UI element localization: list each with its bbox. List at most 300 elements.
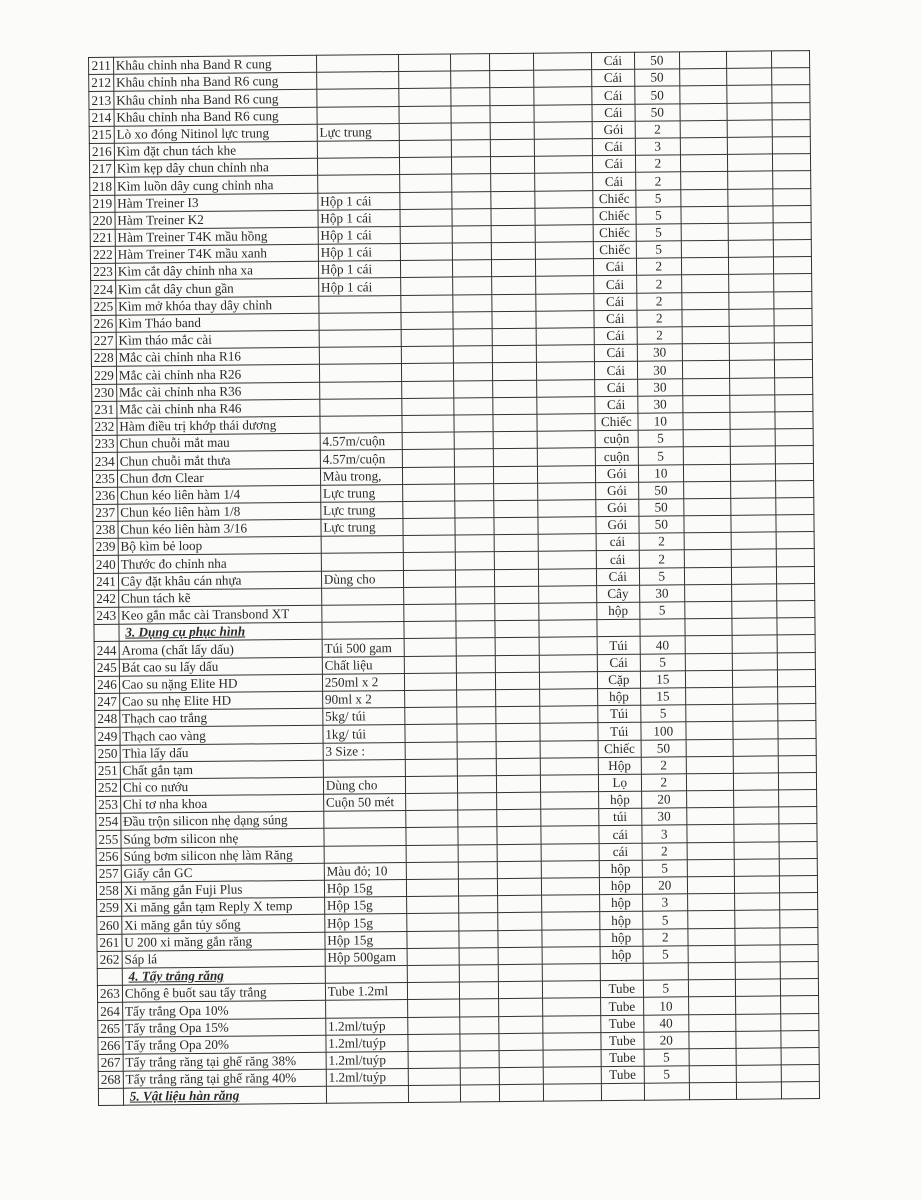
item-spec <box>319 295 401 313</box>
blank-cell <box>454 397 493 415</box>
blank-cell <box>492 363 536 381</box>
item-name: Hàm Treiner T4K mầu xanh <box>115 244 318 263</box>
blank-cell <box>680 172 727 190</box>
item-number: 262 <box>97 951 122 968</box>
blank-cell <box>736 1031 781 1049</box>
blank-cell <box>687 894 734 912</box>
item-unit: Túi <box>598 705 641 723</box>
item-number: 233 <box>92 435 117 452</box>
item-number: 261 <box>97 934 122 951</box>
blank-cell <box>458 810 497 828</box>
blank-cell <box>777 635 815 653</box>
item-name: Kìm mở khóa thay dây chỉnh <box>116 296 319 315</box>
blank-cell <box>541 843 599 861</box>
blank-cell <box>683 481 730 499</box>
item-quantity: 5 <box>639 567 684 585</box>
blank-cell <box>494 552 538 570</box>
blank-cell <box>536 362 594 380</box>
item-number: 215 <box>89 126 114 143</box>
item-unit <box>601 1083 644 1101</box>
blank-cell <box>492 345 536 363</box>
blank-cell <box>497 844 541 862</box>
blank-cell <box>538 585 596 603</box>
item-number: 227 <box>91 332 116 349</box>
blank-cell <box>777 618 815 636</box>
blank-cell <box>773 222 811 240</box>
item-spec: Cuộn 50 mét <box>323 794 405 812</box>
blank-cell <box>496 741 540 759</box>
blank-cell <box>401 381 453 399</box>
blank-cell <box>496 792 540 810</box>
item-quantity: 5 <box>636 207 681 225</box>
item-name: Chun chuỗi mắt thưa <box>117 451 320 470</box>
blank-cell <box>774 291 812 309</box>
blank-cell <box>730 429 775 447</box>
blank-cell <box>403 518 455 536</box>
item-quantity: 5 <box>638 430 683 448</box>
blank-cell <box>451 157 490 175</box>
blank-cell <box>456 690 495 708</box>
item-spec: 1.2ml/tuýp <box>326 1069 408 1087</box>
blank-cell <box>734 807 779 825</box>
item-number: 217 <box>89 160 114 177</box>
blank-cell <box>682 378 729 396</box>
blank-cell <box>688 979 735 997</box>
blank-cell <box>400 260 452 278</box>
blank-cell <box>538 517 596 535</box>
item-spec <box>321 587 403 605</box>
item-number: 235 <box>92 470 117 487</box>
blank-cell <box>683 464 730 482</box>
item-spec <box>325 1000 407 1018</box>
item-unit: Cái <box>594 362 637 380</box>
item-number: 246 <box>94 676 119 693</box>
blank-cell <box>406 879 458 897</box>
item-spec: 3 Size : <box>323 742 405 760</box>
blank-cell <box>680 137 727 155</box>
blank-cell <box>455 569 494 587</box>
item-unit: Chiếc <box>593 207 636 225</box>
blank-cell <box>728 188 773 206</box>
item-spec: 4.57m/cuộn <box>320 433 402 451</box>
blank-cell <box>726 68 771 86</box>
item-quantity: 2 <box>643 928 688 946</box>
blank-cell <box>684 567 731 585</box>
blank-cell <box>539 689 597 707</box>
item-name: Kìm đặt chun tách khe <box>114 141 317 160</box>
blank-cell <box>775 394 813 412</box>
blank-cell <box>681 275 728 293</box>
blank-cell <box>406 896 458 914</box>
item-unit: Cái <box>596 568 639 586</box>
item-quantity <box>644 1083 689 1101</box>
item-quantity <box>643 963 688 981</box>
blank-cell <box>731 567 776 585</box>
item-name: Thước đo chỉnh nha <box>118 554 321 573</box>
blank-cell <box>685 619 732 637</box>
blank-cell <box>780 996 818 1014</box>
item-unit: Tube <box>601 1066 644 1084</box>
blank-cell <box>539 654 597 672</box>
blank-cell <box>688 997 735 1015</box>
blank-cell <box>451 105 490 123</box>
item-number: 260 <box>97 917 122 934</box>
item-name: Chun kéo liên hàm 1/8 <box>118 502 321 521</box>
blank-cell <box>453 329 492 347</box>
item-spec: Hộp 15g <box>324 879 406 897</box>
item-quantity: 50 <box>638 481 683 499</box>
item-number: 234 <box>92 453 117 470</box>
blank-cell <box>731 498 776 516</box>
item-quantity: 5 <box>644 1066 689 1084</box>
item-unit: Cái <box>594 379 637 397</box>
blank-cell <box>405 776 457 794</box>
item-spec <box>316 72 398 90</box>
item-name: Xi măng gắn Fuji Plus <box>121 880 324 899</box>
item-spec: 1.2ml/tuýp <box>326 1034 408 1052</box>
blank-cell <box>456 604 495 622</box>
blank-cell <box>734 859 779 877</box>
item-quantity: 20 <box>644 1031 689 1049</box>
item-number: 247 <box>95 693 120 710</box>
blank-cell <box>495 603 539 621</box>
blank-cell <box>404 638 456 656</box>
item-quantity: 2 <box>637 310 682 328</box>
item-number: 231 <box>92 401 117 418</box>
blank-cell <box>541 826 599 844</box>
item-quantity: 5 <box>636 241 681 259</box>
blank-cell <box>535 225 593 243</box>
item-spec: Chất liệu <box>322 656 404 674</box>
blank-cell <box>542 946 600 964</box>
item-name: Chun kéo liên hàm 3/16 <box>118 519 321 538</box>
blank-cell <box>400 243 452 261</box>
blank-cell <box>457 793 496 811</box>
blank-cell <box>735 979 780 997</box>
blank-cell <box>408 1068 460 1086</box>
item-quantity: 2 <box>642 842 687 860</box>
item-spec <box>319 312 401 330</box>
blank-cell <box>406 810 458 828</box>
blank-cell <box>453 380 492 398</box>
blank-cell <box>398 71 450 89</box>
item-unit: Cái <box>594 310 637 328</box>
blank-cell <box>451 88 490 106</box>
item-quantity: 2 <box>639 533 684 551</box>
blank-cell <box>775 429 813 447</box>
item-number: 268 <box>98 1071 123 1088</box>
item-number <box>94 624 119 641</box>
blank-cell <box>731 515 776 533</box>
blank-cell <box>534 104 592 122</box>
blank-cell <box>399 106 451 124</box>
blank-cell <box>534 156 592 174</box>
blank-cell <box>403 587 455 605</box>
item-name: Kìm luồn dây cung chỉnh nha <box>114 176 317 195</box>
blank-cell <box>399 88 451 106</box>
blank-cell <box>457 775 496 793</box>
blank-cell <box>732 618 777 636</box>
section-title: 5. Vật liệu hàn răng <box>123 1087 326 1106</box>
item-name: Súng bơm silicon nhẹ <box>121 829 324 848</box>
item-unit: Tube <box>601 1015 644 1033</box>
blank-cell <box>735 927 780 945</box>
item-name: Súng bơm silicon nhẹ làm Răng <box>121 846 324 865</box>
item-number: 245 <box>94 659 119 676</box>
blank-cell <box>405 707 457 725</box>
item-number: 221 <box>90 229 115 246</box>
blank-cell <box>684 533 731 551</box>
item-unit: Tube <box>601 1049 644 1067</box>
blank-cell <box>773 257 811 275</box>
blank-cell <box>774 308 812 326</box>
item-name: Sáp lá <box>122 949 325 968</box>
blank-cell <box>399 174 451 192</box>
item-name: Cao su nặng Elite HD <box>119 674 322 693</box>
item-spec <box>322 622 404 640</box>
blank-cell <box>404 673 456 691</box>
blank-cell <box>684 550 731 568</box>
item-name: Khâu chỉnh nha Band R cung <box>113 55 316 74</box>
blank-cell <box>496 758 540 776</box>
blank-cell <box>688 928 735 946</box>
item-spec: 1.2ml/tuýp <box>326 1017 408 1035</box>
item-spec: Hộp 1 cái <box>318 209 400 227</box>
item-spec: Hộp 15g <box>325 914 407 932</box>
item-name: Hàm điều trị khớp thái dương <box>117 416 320 435</box>
blank-cell <box>772 85 810 103</box>
blank-cell <box>540 740 598 758</box>
blank-cell <box>453 311 492 329</box>
item-unit: Cái <box>592 87 635 105</box>
blank-cell <box>536 345 594 363</box>
blank-cell <box>407 999 459 1017</box>
blank-cell <box>499 1016 543 1034</box>
blank-cell <box>456 638 495 656</box>
item-quantity: 50 <box>635 103 680 121</box>
item-name: Hàm Treiner I3 <box>115 193 318 212</box>
item-number: 252 <box>95 779 120 796</box>
blank-cell <box>495 638 539 656</box>
blank-cell <box>779 824 817 842</box>
item-unit: Gói <box>596 499 639 517</box>
item-number: 223 <box>90 263 115 280</box>
blank-cell <box>776 497 814 515</box>
blank-cell <box>537 396 595 414</box>
item-number: 218 <box>90 178 115 195</box>
blank-cell <box>494 534 538 552</box>
item-quantity: 30 <box>639 585 684 603</box>
blank-cell <box>732 652 777 670</box>
blank-cell <box>735 945 780 963</box>
item-number: 213 <box>89 92 114 109</box>
blank-cell <box>407 948 459 966</box>
item-name: Tẩy trắng Opa 15% <box>123 1018 326 1037</box>
item-unit: Cái <box>592 155 635 173</box>
blank-cell <box>728 240 773 258</box>
item-unit: Cái <box>593 276 636 294</box>
item-quantity <box>640 619 685 637</box>
item-spec <box>317 158 399 176</box>
blank-cell <box>452 277 491 295</box>
item-spec: Hộp 15g <box>324 897 406 915</box>
item-quantity: 40 <box>644 1014 689 1032</box>
blank-cell <box>533 53 591 71</box>
item-name: Keo gắn mắc cài Transbond XT <box>119 605 322 624</box>
item-number: 248 <box>95 710 120 727</box>
item-unit: Túi <box>597 637 640 655</box>
item-quantity: 2 <box>641 756 686 774</box>
blank-cell <box>778 790 816 808</box>
item-number: 242 <box>94 590 119 607</box>
item-name: Chống ê buốt sau tẩy trắng <box>122 983 325 1002</box>
item-number: 250 <box>95 745 120 762</box>
blank-cell <box>771 51 809 69</box>
blank-cell <box>681 223 728 241</box>
item-number: 216 <box>89 143 114 160</box>
blank-cell <box>780 979 818 997</box>
item-unit: cái <box>596 551 639 569</box>
blank-cell <box>457 741 496 759</box>
blank-cell <box>776 583 814 601</box>
blank-cell <box>459 982 498 1000</box>
item-quantity: 5 <box>643 911 688 929</box>
blank-cell <box>683 412 730 430</box>
item-spec <box>321 553 403 571</box>
blank-cell <box>777 601 815 619</box>
blank-cell <box>686 739 733 757</box>
blank-cell <box>735 996 780 1014</box>
blank-cell <box>408 1051 460 1069</box>
blank-cell <box>405 793 457 811</box>
item-number: 229 <box>91 367 116 384</box>
blank-cell <box>399 123 451 141</box>
item-unit: Cái <box>592 173 635 191</box>
item-quantity: 5 <box>642 860 687 878</box>
blank-cell <box>733 704 778 722</box>
blank-cell <box>781 1030 819 1048</box>
blank-cell <box>732 670 777 688</box>
blank-cell <box>537 448 595 466</box>
item-name: Mắc cài chỉnh nha R46 <box>117 399 320 418</box>
blank-cell <box>734 893 779 911</box>
item-spec <box>317 140 399 158</box>
blank-cell <box>731 584 776 602</box>
blank-cell <box>537 482 595 500</box>
blank-cell <box>780 927 818 945</box>
blank-cell <box>401 329 453 347</box>
blank-cell <box>776 532 814 550</box>
item-quantity: 30 <box>638 396 683 414</box>
blank-cell <box>538 551 596 569</box>
blank-cell <box>495 620 539 638</box>
blank-cell <box>727 137 772 155</box>
blank-cell <box>728 257 773 275</box>
item-number: 251 <box>95 762 120 779</box>
item-spec <box>321 536 403 554</box>
blank-cell <box>779 841 817 859</box>
blank-cell <box>776 566 814 584</box>
blank-cell <box>498 998 542 1016</box>
item-name: Chun tách kẽ <box>118 588 321 607</box>
item-number: 220 <box>90 212 115 229</box>
item-spec: 4.57m/cuộn <box>320 450 402 468</box>
blank-cell <box>459 965 498 983</box>
blank-cell <box>496 775 540 793</box>
item-name: Chun chuỗi mắt mau <box>117 433 320 452</box>
blank-cell <box>491 277 535 295</box>
blank-cell <box>736 1082 781 1100</box>
blank-cell <box>453 363 492 381</box>
blank-cell <box>491 191 535 209</box>
blank-cell <box>452 226 491 244</box>
blank-cell <box>687 808 734 826</box>
item-quantity: 5 <box>640 653 685 671</box>
blank-cell <box>537 465 595 483</box>
blank-cell <box>499 1050 543 1068</box>
item-unit: hộp <box>599 877 642 895</box>
blank-cell <box>733 721 778 739</box>
blank-cell <box>403 535 455 553</box>
blank-cell <box>772 137 810 155</box>
blank-cell <box>778 721 816 739</box>
item-quantity: 10 <box>638 413 683 431</box>
blank-cell <box>406 827 458 845</box>
item-name: Chun kéo liên hàm 1/4 <box>117 485 320 504</box>
item-number: 224 <box>91 281 116 298</box>
item-spec: Túi 500 gam <box>322 639 404 657</box>
item-spec <box>322 604 404 622</box>
item-number: 253 <box>96 796 121 813</box>
item-spec <box>319 347 401 365</box>
blank-cell <box>681 240 728 258</box>
blank-cell <box>681 206 728 224</box>
blank-cell <box>453 346 492 364</box>
blank-cell <box>534 173 592 191</box>
item-quantity: 5 <box>641 705 686 723</box>
item-quantity: 2 <box>637 327 682 345</box>
blank-cell <box>781 1065 819 1083</box>
item-name: Cây đặt khâu cán nhựa <box>118 571 321 590</box>
blank-cell <box>729 377 774 395</box>
blank-cell <box>534 139 592 157</box>
blank-cell <box>774 326 812 344</box>
item-spec: Tube 1.2ml <box>325 983 407 1001</box>
blank-cell <box>404 621 456 639</box>
item-quantity: 20 <box>641 791 686 809</box>
item-unit: Cái <box>592 138 635 156</box>
item-spec: Lực trung <box>321 501 403 519</box>
item-number: 267 <box>98 1054 123 1071</box>
blank-cell <box>778 704 816 722</box>
item-quantity: 3 <box>642 825 687 843</box>
item-unit: Gói <box>595 482 638 500</box>
item-number: 226 <box>91 315 116 332</box>
item-unit: Cây <box>596 585 639 603</box>
item-name: Mắc cài chỉnh nha R36 <box>116 382 319 401</box>
blank-cell <box>493 483 537 501</box>
blank-cell <box>689 1048 736 1066</box>
item-number: 249 <box>95 728 120 745</box>
blank-cell <box>734 842 779 860</box>
blank-cell <box>536 328 594 346</box>
blank-cell <box>497 861 541 879</box>
blank-cell <box>730 463 775 481</box>
blank-cell <box>680 103 727 121</box>
item-number: 254 <box>96 813 121 830</box>
blank-cell <box>543 1049 601 1067</box>
blank-cell <box>539 620 597 638</box>
